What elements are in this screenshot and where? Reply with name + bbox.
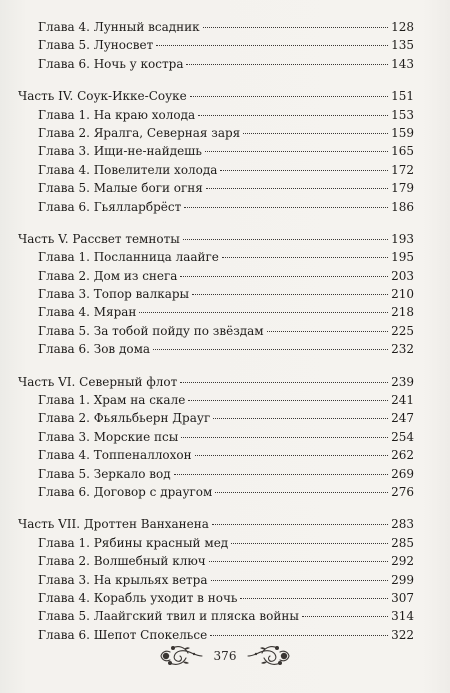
toc-entry-page-number: 203 — [391, 268, 414, 283]
toc-entry-title: Глава 6. Зов дома — [38, 342, 151, 357]
toc-entry-title: Глава 2. Дом из снега — [38, 268, 178, 283]
dot-leader — [181, 437, 388, 438]
toc-chapter-entry — [18, 124, 414, 142]
dot-leader — [190, 96, 388, 97]
toc-entry-page-number: 262 — [391, 448, 414, 463]
toc-entry-page-number: 247 — [391, 411, 414, 426]
dot-leader — [209, 561, 388, 562]
toc-chapter-entry — [18, 428, 414, 446]
toc-entry-page-number: 172 — [391, 162, 414, 177]
toc-entry-page-number: 241 — [391, 393, 414, 408]
toc-chapter-entry — [18, 161, 414, 179]
toc-chapter-entry — [18, 391, 414, 409]
dot-leader — [222, 257, 388, 258]
toc-entry-page-number: 299 — [391, 572, 414, 587]
toc-chapter-entry — [18, 142, 414, 160]
toc-chapter-entry — [18, 303, 414, 321]
dot-leader — [205, 151, 388, 152]
section-gap — [18, 359, 414, 373]
dot-leader — [156, 45, 388, 46]
toc-entry-page-number: 128 — [391, 20, 414, 34]
toc-chapter-entry — [18, 55, 414, 73]
dot-leader — [240, 598, 388, 599]
toc-entry-title: Глава 3. На крыльях ветра — [38, 572, 208, 587]
dot-leader — [302, 616, 388, 617]
page-number: 376 — [213, 649, 237, 663]
dot-leader — [183, 239, 388, 240]
toc-entry-page-number: 285 — [391, 535, 414, 550]
toc-entry-title: Глава 3. Морские псы — [38, 429, 179, 444]
toc-chapter-entry — [18, 409, 414, 427]
toc-entry-page-number: 179 — [391, 181, 414, 196]
toc-chapter-entry — [18, 198, 414, 216]
toc-entry-title: Глава 3. Топор валкары — [38, 287, 190, 302]
toc-entry-page-number: 269 — [391, 466, 414, 481]
section-gap — [18, 501, 414, 515]
toc-chapter-entry — [18, 483, 414, 501]
toc-entry-title: Часть VI. Северный флот — [18, 374, 178, 389]
dot-leader — [188, 400, 388, 401]
dot-leader — [231, 543, 388, 544]
dot-leader — [212, 524, 388, 525]
dot-leader — [220, 170, 388, 171]
toc-entry-title: Глава 2. Яралга, Северная заря — [38, 125, 241, 140]
toc-chapter-entry — [18, 465, 414, 483]
toc-entry-page-number: 314 — [391, 609, 414, 624]
toc-entry-page-number: 159 — [391, 125, 414, 140]
toc-chapter-entry — [18, 36, 414, 54]
toc-entry-page-number: 292 — [391, 554, 414, 569]
toc-chapter-entry — [18, 267, 414, 285]
toc-entry-title: Глава 2. Фьяльбьерн Драуг — [38, 411, 211, 426]
toc-chapter-entry — [18, 552, 414, 570]
toc-chapter-entry — [18, 589, 414, 607]
toc-entry-page-number: 143 — [391, 56, 414, 71]
toc-entry-page-number: 195 — [391, 250, 414, 265]
dot-leader — [198, 115, 388, 116]
dot-leader — [210, 635, 388, 636]
toc-entry-title: Глава 5. Лаайгский твил и пляска войны — [38, 609, 299, 624]
toc-entry-page-number: 239 — [391, 374, 414, 389]
toc-entry-title: Глава 1. На краю холода — [38, 107, 196, 122]
toc-entry-page-number: 153 — [391, 107, 414, 122]
toc-entry-title: Часть VII. Дроттен Ванханена — [18, 517, 209, 532]
toc-chapter-entry — [18, 322, 414, 340]
toc-entry-title: Глава 6. Шепот Спокельсе — [38, 627, 208, 642]
page-footer — [0, 638, 450, 674]
toc-chapter-entry — [18, 179, 414, 197]
toc-chapter-entry — [18, 446, 414, 464]
toc-chapter-entry — [18, 248, 414, 266]
toc-entry-page-number: 210 — [391, 287, 414, 302]
toc-entry-title: Глава 1. Храм на скале — [38, 393, 186, 408]
dot-leader — [211, 580, 389, 581]
toc-entry-title: Глава 1. Рябины красный мед — [38, 535, 229, 550]
toc-entry-page-number: 165 — [391, 144, 414, 159]
floral-ornament-right-icon — [246, 643, 292, 669]
toc-chapter-entry — [18, 571, 414, 589]
toc-entry-page-number: 193 — [391, 231, 414, 246]
toc-entry-title: Глава 6. Ночь у костра — [38, 56, 184, 71]
toc-entry-page-number: 151 — [391, 89, 414, 104]
dot-leader — [215, 492, 388, 493]
toc-entry-title: Глава 6. Гьялларбрёст — [38, 199, 182, 214]
toc-entry-page-number: 322 — [391, 627, 414, 642]
dot-leader — [192, 294, 388, 295]
toc-chapter-entry — [18, 534, 414, 552]
toc-entry-page-number: 218 — [391, 305, 414, 320]
toc-entry-page-number: 254 — [391, 429, 414, 444]
toc-entry-page-number: 232 — [391, 342, 414, 357]
dot-leader — [180, 276, 388, 277]
toc-chapter-entry — [18, 340, 414, 358]
toc-entry-title: Глава 4. Лунный всадник — [38, 20, 200, 34]
toc-entry-page-number: 276 — [391, 484, 414, 499]
dot-leader — [174, 474, 388, 475]
toc-part-entry — [18, 373, 414, 391]
toc-entry-title: Глава 1. Посланница лаайге — [38, 250, 219, 265]
toc-entry-title: Глава 5. Малые боги огня — [38, 181, 203, 196]
dot-leader — [139, 312, 388, 313]
toc-chapter-entry — [18, 106, 414, 124]
toc-entry-page-number: 186 — [391, 199, 414, 214]
toc-chapter-entry — [18, 285, 414, 303]
section-gap — [18, 73, 414, 87]
dot-leader — [180, 382, 388, 383]
dot-leader — [203, 27, 388, 28]
toc-entry-title: Часть V. Рассвет темноты — [18, 231, 180, 246]
dot-leader — [243, 133, 388, 134]
toc-entry-title: Глава 2. Волшебный ключ — [38, 554, 206, 569]
toc-entry-title: Глава 5. Зеркало вод — [38, 466, 171, 481]
dot-leader — [186, 64, 388, 65]
toc-entry-title: Часть IV. Соук-Икке-Соуке — [18, 89, 187, 104]
toc-entry-title: Глава 4. Повелители холода — [38, 162, 218, 177]
toc-part-entry — [18, 87, 414, 105]
dot-leader — [213, 418, 388, 419]
dot-leader — [184, 207, 388, 208]
toc-chapter-entry — [18, 18, 414, 36]
toc-part-entry — [18, 515, 414, 533]
toc-entry-title: Глава 3. Ищи-не-найдешь — [38, 144, 202, 159]
floral-ornament-left-icon — [158, 643, 204, 669]
dot-leader — [267, 331, 388, 332]
toc-part-entry — [18, 230, 414, 248]
toc-entry-title: Глава 4. Корабль уходит в ночь — [38, 590, 238, 605]
toc-entry-title: Глава 4. Топпеналлохон — [38, 448, 192, 463]
toc-chapter-entry — [18, 607, 414, 625]
toc-entry-page-number: 225 — [391, 323, 414, 338]
toc-entry-title: Глава 5. За тобой пойду по звёздам — [38, 323, 264, 338]
toc-entry-title: Глава 5. Луносвет — [38, 38, 154, 53]
dot-leader — [195, 455, 388, 456]
toc-entry-title: Глава 6. Договор с драугом — [38, 484, 213, 499]
dot-leader — [153, 349, 388, 350]
toc-entry-page-number: 283 — [391, 517, 414, 532]
toc-entry-page-number: 307 — [391, 590, 414, 605]
toc-entry-page-number: 135 — [391, 38, 414, 53]
section-gap — [18, 216, 414, 230]
dot-leader — [206, 188, 388, 189]
toc-entry-title: Глава 4. Мяран — [38, 305, 137, 320]
table-of-contents — [18, 18, 414, 644]
